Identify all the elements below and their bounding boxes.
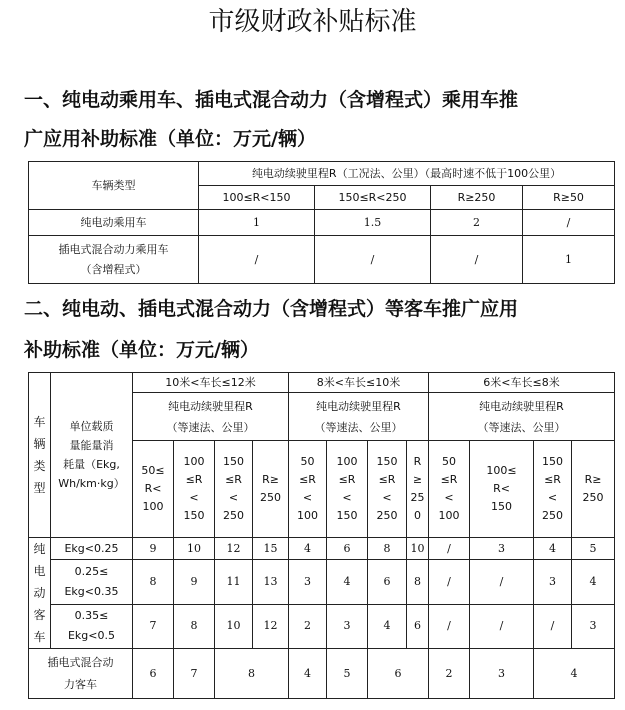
range-line: 250 — [223, 509, 244, 522]
bus-type-char: 电 — [33, 564, 46, 578]
row-label: 纯电动乘用车 — [29, 210, 199, 236]
value-cell: / — [431, 236, 523, 284]
range-cell — [368, 441, 407, 538]
range-label-line: （等速法、公里） — [477, 420, 566, 434]
value-cell: 6 — [407, 604, 429, 648]
range-line: 150 — [542, 455, 563, 468]
value-cell: 4 — [327, 560, 368, 604]
range-line: 50 — [442, 455, 456, 468]
value-cell: / — [429, 538, 470, 560]
value-cell: 12 — [215, 538, 253, 560]
range-header: 纯电动续驶里程R（工况法、公里）（最高时速不低于100公里） — [199, 162, 615, 186]
range-cell — [572, 441, 615, 538]
range-line: R≥ — [584, 473, 602, 486]
range-line: 100 — [297, 509, 318, 522]
range-line: 150 — [223, 455, 244, 468]
range-line: < — [444, 491, 454, 504]
vehicle-type-char: 辆 — [33, 437, 46, 451]
energy-header — [51, 373, 133, 538]
value-cell: 8 — [368, 538, 407, 560]
value-cell: 6 — [327, 538, 368, 560]
value-cell: 10 — [174, 538, 215, 560]
range-cell: 100≤R<150 — [199, 186, 315, 210]
range-line: < — [189, 491, 199, 504]
vehicle-type-char: 车 — [33, 415, 46, 429]
range-cell — [470, 441, 534, 538]
range-line: 150 — [183, 509, 205, 522]
range-line: 250 — [542, 509, 563, 522]
range-cell — [534, 441, 572, 538]
value-cell: 3 — [470, 649, 534, 699]
value-cell: 7 — [133, 604, 174, 648]
range-line: ≤R — [338, 473, 356, 486]
group-range-label — [133, 393, 289, 441]
hybrid-label-line: 力客车 — [64, 677, 97, 691]
range-label-line: （等速法、公里） — [166, 420, 255, 434]
energy-line: 0.25≤ — [74, 564, 109, 578]
value-cell: 2 — [431, 210, 523, 236]
bus-type-char: 客 — [33, 608, 46, 622]
value-cell: 2 — [429, 649, 470, 699]
value-cell: / — [534, 604, 572, 648]
range-cell — [133, 441, 174, 538]
energy-line: Ekg<0.5 — [67, 629, 115, 643]
value-cell: 3 — [572, 604, 615, 648]
bus-type-char: 车 — [33, 630, 46, 644]
section2-heading-line2: 补助标准（单位：万元/辆） — [24, 339, 259, 361]
bus-type-char: 动 — [33, 586, 46, 600]
range-line: 250 — [260, 491, 281, 504]
range-line: 25 — [410, 491, 425, 504]
range-line: ≤R — [225, 473, 242, 486]
bus-type-char: 纯 — [33, 542, 46, 556]
range-line: < — [342, 491, 352, 504]
row-label-line: （含增程式） — [80, 262, 147, 276]
section1-heading-line1: 一、纯电动乘用车、插电式混合动力（含增程式）乘用车推 — [24, 89, 519, 111]
range-cell — [327, 441, 368, 538]
group-range-label — [289, 393, 429, 441]
value-cell: 4 — [289, 649, 327, 699]
range-cell — [253, 441, 289, 538]
range-label-line: （等速法、公里） — [314, 420, 403, 434]
range-line: 100 — [142, 500, 164, 513]
value-cell: 1 — [523, 236, 615, 284]
vehicle-type-header: 车辆类型 — [29, 162, 199, 210]
range-line: 250 — [582, 491, 604, 504]
energy-header-line: 量能量消 — [69, 439, 114, 452]
range-cell — [407, 441, 429, 538]
value-cell: 4 — [534, 538, 572, 560]
value-cell: 5 — [327, 649, 368, 699]
range-line: < — [302, 491, 313, 504]
vehicle-type-char: 类 — [33, 459, 46, 473]
value-cell: 5 — [572, 538, 615, 560]
range-cell: 150≤R<250 — [315, 186, 431, 210]
value-cell: 1 — [199, 210, 315, 236]
range-cell — [174, 441, 215, 538]
value-cell: 8 — [407, 560, 429, 604]
energy-cell — [51, 538, 133, 560]
range-line: ≤R — [185, 473, 203, 486]
range-line: 50≤ — [141, 464, 165, 477]
value-cell: 3 — [327, 604, 368, 648]
range-line: 50 — [300, 455, 315, 468]
range-cell: R≥50 — [523, 186, 615, 210]
value-cell: 15 — [253, 538, 289, 560]
value-cell: 7 — [174, 649, 215, 699]
value-cell: 1.5 — [315, 210, 431, 236]
value-cell: 8 — [215, 649, 289, 699]
value-cell: 10 — [215, 604, 253, 648]
group-range-label — [429, 393, 615, 441]
range-label-line: 纯电动续驶里程R — [316, 399, 401, 413]
range-line: 150 — [336, 509, 358, 522]
range-cell: R≥250 — [431, 186, 523, 210]
value-cell: 6 — [133, 649, 174, 699]
value-cell: 2 — [289, 604, 327, 648]
section1-heading-line2: 广应用补助标准（单位：万元/辆） — [24, 128, 316, 150]
range-cell — [215, 441, 253, 538]
energy-cell — [51, 604, 133, 648]
row-label-line: 插电式混合动力乘用车 — [58, 242, 169, 256]
range-line: 100 — [336, 455, 358, 468]
value-cell: 13 — [253, 560, 289, 604]
hybrid-label-line: 插电式混合动 — [47, 655, 114, 669]
range-label-line: 纯电动续驶里程R — [479, 399, 564, 413]
range-line: R≥ — [262, 473, 279, 486]
value-cell: 4 — [572, 560, 615, 604]
vehicle-type-char: 型 — [33, 481, 46, 495]
energy-header-line: 耗量（Ekg, — [63, 458, 120, 471]
value-cell: 3 — [534, 560, 572, 604]
energy-cell — [51, 560, 133, 604]
energy-line: Ekg<0.25 — [64, 541, 119, 555]
energy-header-line: Wh/km·kg） — [58, 477, 125, 490]
section2-heading-line1: 二、纯电动、插电式混合动力（含增程式）等客车推广应用 — [24, 298, 519, 320]
range-line: ≥ — [412, 473, 423, 486]
value-cell: 10 — [407, 538, 429, 560]
value-cell: 6 — [368, 560, 407, 604]
value-cell: 4 — [289, 538, 327, 560]
value-cell: 9 — [174, 560, 215, 604]
value-cell: 8 — [133, 560, 174, 604]
range-line: 100≤ — [486, 464, 517, 477]
value-cell: 3 — [289, 560, 327, 604]
value-cell: 6 — [368, 649, 429, 699]
row-label — [29, 236, 199, 284]
range-line: 100 — [438, 509, 460, 522]
range-line: R — [413, 455, 422, 468]
energy-line: Ekg<0.35 — [64, 584, 119, 598]
range-line: < — [547, 491, 558, 504]
range-line: R< — [493, 482, 510, 495]
group-length-header: 8米<车长≤10米 — [289, 373, 429, 393]
range-label-line: 纯电动续驶里程R — [168, 399, 253, 413]
group-length-header: 6米<车长≤8米 — [429, 373, 615, 393]
passenger-car-subsidy-table — [28, 161, 615, 284]
value-cell: / — [315, 236, 431, 284]
energy-header-line: 单位载质 — [69, 420, 114, 433]
value-cell: 4 — [368, 604, 407, 648]
range-line: 250 — [376, 509, 398, 522]
value-cell: 3 — [470, 538, 534, 560]
bus-type-label — [29, 538, 51, 649]
value-cell: 9 — [133, 538, 174, 560]
range-line: 150 — [491, 500, 512, 513]
value-cell: 4 — [534, 649, 615, 699]
value-cell: / — [470, 560, 534, 604]
value-cell: 12 — [253, 604, 289, 648]
value-cell: / — [429, 560, 470, 604]
range-line: < — [228, 491, 239, 504]
bus-subsidy-table — [28, 372, 615, 699]
range-line: ≤R — [544, 473, 561, 486]
range-line: < — [382, 491, 392, 504]
group-length-header: 10米<车长≤12米 — [133, 373, 289, 393]
page-title: 市级财政补贴标准 — [208, 7, 417, 37]
range-line: R< — [144, 482, 162, 495]
value-cell: 11 — [215, 560, 253, 604]
value-cell: / — [199, 236, 315, 284]
energy-line: 0.35≤ — [74, 609, 109, 623]
range-line: ≤R — [440, 473, 458, 486]
value-cell: / — [470, 604, 534, 648]
vehicle-type-header — [29, 373, 51, 538]
range-line: 150 — [376, 455, 398, 468]
range-cell — [429, 441, 470, 538]
range-line: ≤R — [299, 473, 316, 486]
value-cell: 8 — [174, 604, 215, 648]
range-line: ≤R — [378, 473, 396, 486]
range-line: 0 — [414, 509, 421, 522]
range-cell — [289, 441, 327, 538]
range-line: 100 — [183, 455, 205, 468]
value-cell: / — [523, 210, 615, 236]
value-cell: / — [429, 604, 470, 648]
hybrid-label — [29, 649, 133, 699]
